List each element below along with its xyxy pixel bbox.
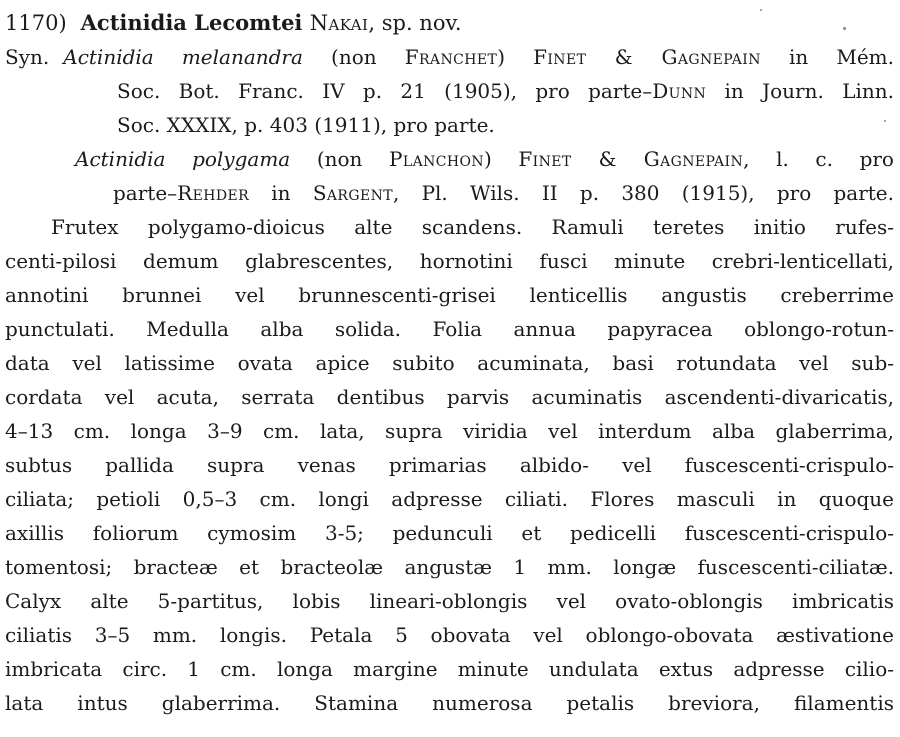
description-text: subtus pallida supra venas primarias albido- vel fuscescenti-crispulo- bbox=[5, 453, 894, 477]
description-line bbox=[5, 210, 894, 244]
description-line bbox=[5, 516, 894, 550]
citation-text: in Journ. Linn. bbox=[706, 79, 894, 103]
description-line bbox=[5, 482, 894, 516]
description-text: lata intus glaberrima. Stamina numerosa petalis breviora, filamentis bbox=[5, 691, 894, 715]
description-text: cordata vel acuta, serrata dentibus parvis acuminatis ascendenti-divaricatis, bbox=[5, 385, 894, 409]
author-name-smallcaps: Franchet bbox=[404, 45, 498, 69]
author-name-smallcaps: Dunn bbox=[652, 79, 707, 103]
description-text: data vel latissime ovata apice subito acuminata, basi rotundata vel sub- bbox=[5, 351, 894, 375]
description-text: punctulati. Medulla alba solida. Folia annua papyracea oblongo-rotun- bbox=[5, 317, 894, 341]
synonymy-line-3 bbox=[5, 108, 894, 142]
author-name-smallcaps: Finet & Gagnepain bbox=[533, 45, 761, 69]
citation-text: in Mém. bbox=[760, 45, 894, 69]
description-text: centi-pilosi demum glabrescentes, hornotini fusci minute crebri-lenticellati, bbox=[5, 249, 894, 273]
description-line bbox=[5, 278, 894, 312]
synonym-name-italic: Actinidia melanandra bbox=[63, 45, 303, 69]
description-text: ciliatis 3–5 mm. longis. Petala 5 obovata vel oblongo-obovata æstivatione bbox=[5, 623, 894, 647]
author-name-smallcaps: Nakai bbox=[309, 11, 369, 35]
scan-speckle bbox=[884, 120, 886, 122]
citation-text: , Pl. Wils. II p. 380 (1915), pro parte. bbox=[392, 181, 894, 205]
citation-text: parte– bbox=[113, 181, 178, 205]
description-text: imbricata circ. 1 cm. longa margine minute undulata extus adpresse cilio- bbox=[5, 657, 894, 681]
synonymy-line-4 bbox=[5, 142, 894, 176]
citation-text: (non bbox=[290, 147, 390, 171]
description-text: axillis foliorum cymosim 3-5; pedunculi et pedicelli fuscescenti-crispulo- bbox=[5, 521, 894, 545]
species-title-bold: Actinidia Lecomtei bbox=[80, 10, 310, 35]
citation-text: ) bbox=[497, 45, 534, 69]
author-name-smallcaps: Rehder bbox=[177, 181, 250, 205]
description-line bbox=[5, 346, 894, 380]
description-line bbox=[5, 244, 894, 278]
description-line bbox=[5, 584, 894, 618]
description-text: 4–13 cm. longa 3–9 cm. lata, supra viridia vel interdum alba glaberrima, bbox=[5, 419, 894, 443]
description-line bbox=[5, 414, 894, 448]
citation-text: Soc. Bot. Franc. IV p. 21 (1905), pro parte– bbox=[117, 79, 653, 103]
description-text: Frutex polygamo-dioicus alte scandens. Ramuli teretes initio rufes- bbox=[51, 215, 894, 239]
citation-text: Soc. XXXIX, p. 403 (1911), pro parte. bbox=[117, 113, 495, 137]
scan-speckle bbox=[843, 27, 846, 30]
description-line bbox=[5, 380, 894, 414]
description-text: ciliata; petioli 0,5–3 cm. longi adpresse ciliati. Flores masculi in quoque bbox=[5, 487, 894, 511]
description-text: tomentosi; bracteæ et bracteolæ angustæ 1 mm. longæ fuscescenti-ciliatæ. bbox=[5, 555, 894, 579]
author-name-smallcaps: Finet & Gagnepain bbox=[518, 147, 744, 171]
citation-text: in bbox=[249, 181, 313, 205]
description-line bbox=[5, 550, 894, 584]
scan-speckle bbox=[760, 9, 762, 11]
heading-rest: , sp. nov. bbox=[368, 11, 462, 35]
citation-text: , l. c. pro bbox=[743, 147, 894, 171]
author-name-smallcaps: Planchon bbox=[389, 147, 484, 171]
description-line bbox=[5, 652, 894, 686]
description-text: Calyx alte 5-partitus, lobis lineari-oblongis vel ovato-oblongis imbricatis bbox=[5, 589, 894, 613]
description-text: annotini brunnei vel brunnescenti-grisei lenticellis angustis creberrime bbox=[5, 283, 894, 307]
description-line bbox=[5, 448, 894, 482]
description-line bbox=[5, 618, 894, 652]
author-name-smallcaps: Sargent bbox=[312, 181, 393, 205]
citation-text: (non bbox=[302, 45, 405, 69]
description-line bbox=[5, 312, 894, 346]
entry-number: 1170) bbox=[5, 11, 67, 35]
description-line bbox=[5, 686, 894, 720]
citation-text: ) bbox=[483, 147, 519, 171]
synonymy-line-1 bbox=[5, 40, 894, 74]
syn-label: Syn. bbox=[5, 45, 50, 69]
synonym-name-italic: Actinidia polygama bbox=[75, 147, 291, 171]
heading-line bbox=[5, 6, 894, 40]
synonymy-line-2 bbox=[5, 74, 894, 108]
synonymy-line-5 bbox=[5, 176, 894, 210]
